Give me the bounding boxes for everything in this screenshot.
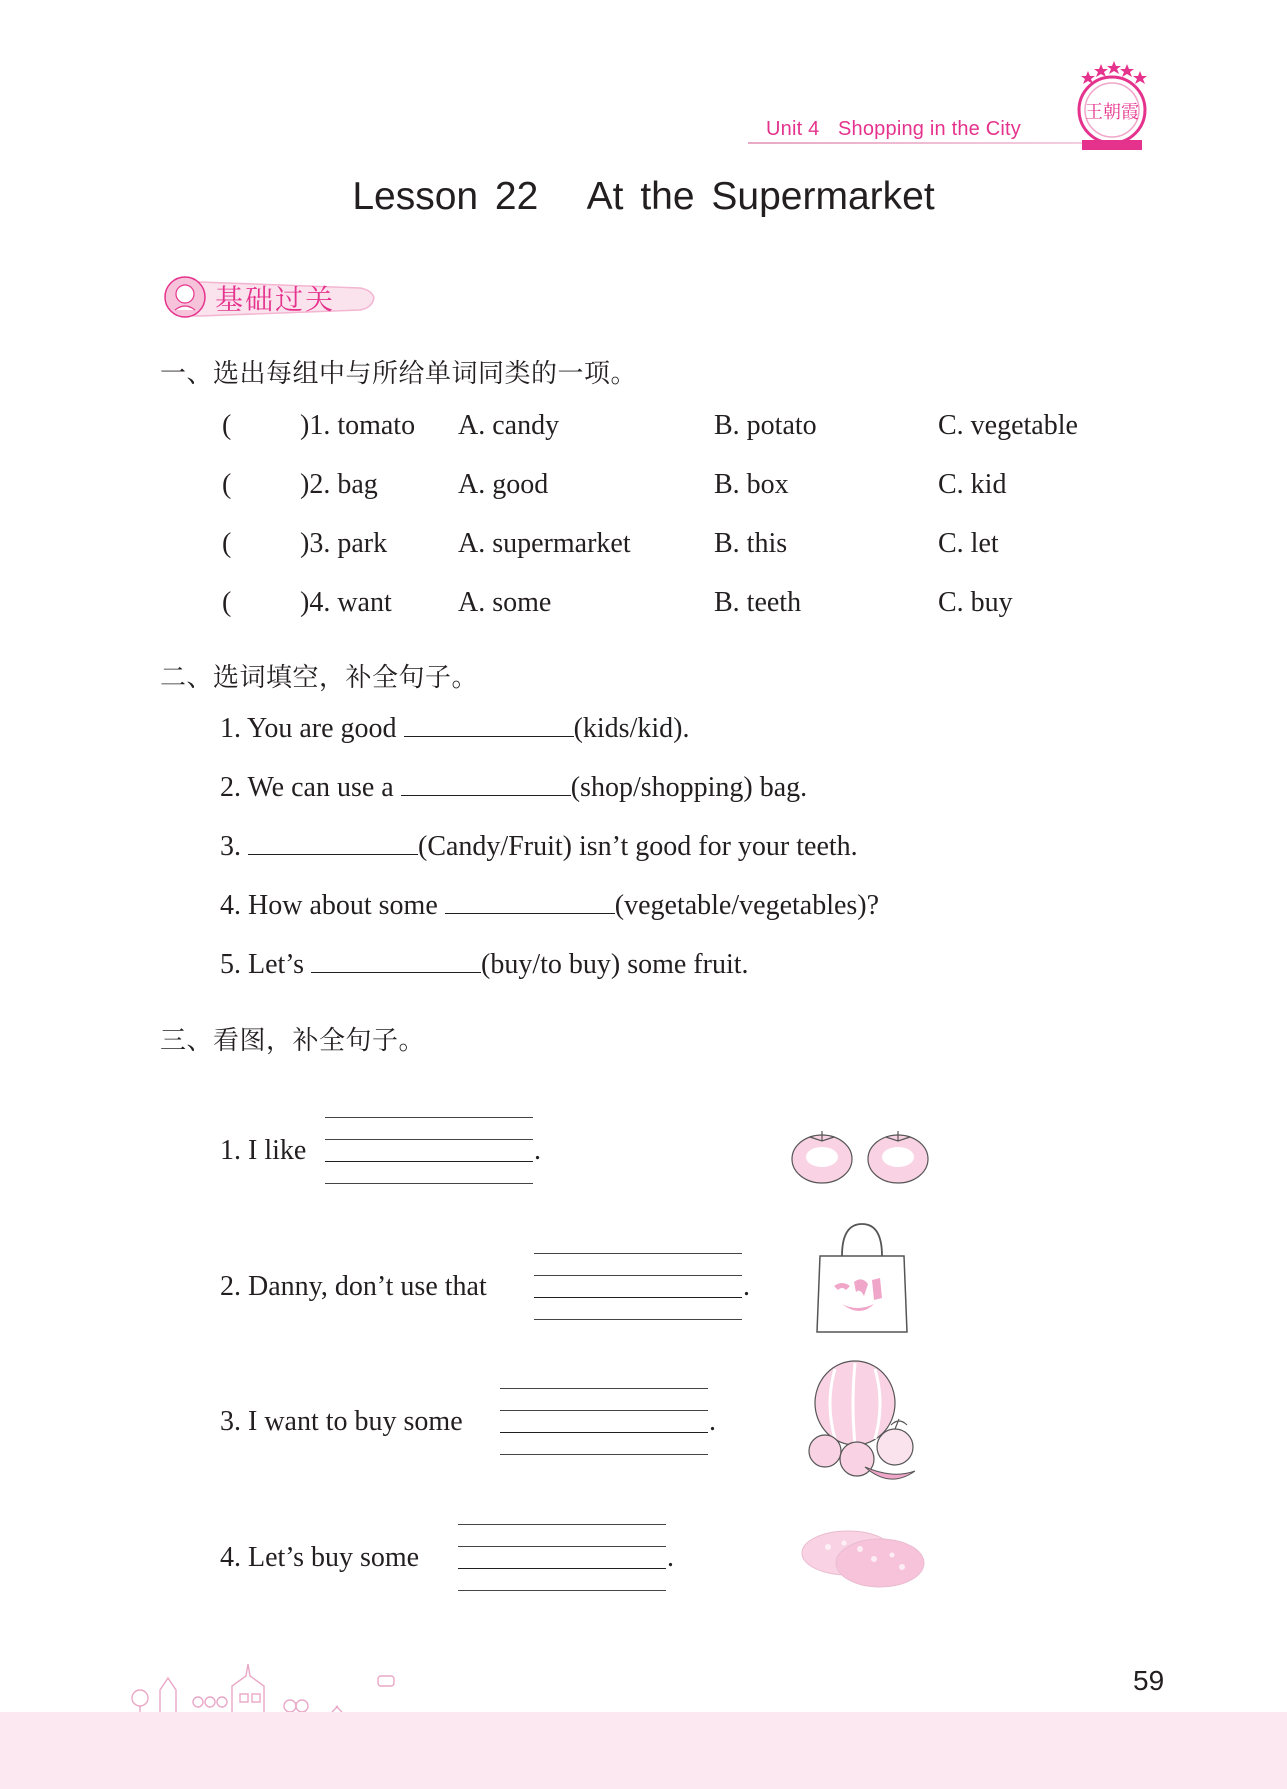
part1-heading: 一、选出每组中与所给单词同类的一项。 (160, 359, 638, 389)
publisher-logo-icon (1072, 60, 1152, 155)
writing-lines[interactable] (325, 1117, 533, 1187)
option-c: C. vegetable (938, 410, 1078, 441)
fill-blank[interactable] (404, 735, 574, 737)
fill-blank[interactable] (401, 794, 571, 796)
answer-paren[interactable]: ( (222, 469, 232, 500)
question-stem: )1. tomato (300, 410, 416, 441)
section-banner-label: 基础过关 (215, 283, 336, 316)
part3-item-2-text: 2. Danny, don’t use that (220, 1271, 487, 1302)
sentence-period: . (709, 1406, 716, 1437)
unit-title: Shopping in the City (838, 118, 1022, 140)
option-b: B. potato (714, 410, 817, 441)
sentence-period: . (743, 1271, 750, 1302)
fruit-icon (795, 1355, 930, 1490)
header-rule (748, 142, 1088, 144)
part3-item-3-text: 3. I want to buy some (220, 1406, 463, 1437)
tomatoes-icon (790, 1125, 935, 1185)
sentence-end: (vegetable/vegetables)? (614, 890, 880, 921)
part3-item-1-text: 1. I like (220, 1135, 307, 1166)
option-a: A. supermarket (458, 528, 631, 559)
option-b: B. box (714, 469, 789, 500)
writing-lines[interactable] (534, 1253, 742, 1323)
fill-blank[interactable] (445, 912, 615, 914)
sentence-start: 3. (220, 831, 248, 862)
part2-heading: 二、选词填空，补全句子。 (160, 663, 479, 693)
sentence-start: 4. How about some (220, 890, 445, 921)
writing-lines[interactable] (458, 1524, 666, 1594)
footer-band (0, 1712, 1287, 1789)
sentence-period: . (667, 1542, 674, 1573)
option-c: C. let (938, 528, 999, 559)
part2-item-1 (220, 713, 689, 745)
part2-item-2 (220, 772, 807, 804)
option-c: C. buy (938, 587, 1013, 618)
sentence-period: . (534, 1135, 541, 1166)
bread-icon (798, 1525, 928, 1591)
sentence-end: (buy/to buy) some fruit. (481, 949, 749, 980)
sentence-start: 5. Let’s (220, 949, 311, 980)
option-c: C. kid (938, 469, 1007, 500)
question-stem: )4. want (300, 587, 392, 618)
sentence-end: (Candy/Fruit) isn’t good for your teeth. (418, 831, 858, 862)
fill-blank[interactable] (311, 971, 481, 973)
answer-paren[interactable]: ( (222, 587, 232, 618)
option-b: B. teeth (714, 587, 802, 618)
sentence-end: (shop/shopping) bag. (570, 772, 808, 803)
option-a: A. good (458, 469, 549, 500)
sentence-end: (kids/kid). (573, 713, 690, 744)
answer-paren[interactable]: ( (222, 528, 232, 559)
page-number: 59 (1133, 1665, 1165, 1696)
part2-item-4 (220, 890, 879, 922)
question-stem: )3. park (300, 528, 388, 559)
town-decoration-icon (120, 1650, 400, 1715)
part2-item-3 (220, 831, 858, 863)
writing-lines[interactable] (500, 1388, 708, 1458)
bag-icon (812, 1220, 912, 1335)
question-stem: )2. bag (300, 469, 378, 500)
option-b: B. this (714, 528, 788, 559)
part3-item-4-text: 4. Let’s buy some (220, 1542, 420, 1573)
answer-paren[interactable]: ( (222, 410, 232, 441)
lesson-title: Lesson 22 At the Supermarket (352, 175, 935, 218)
part2-item-5 (220, 949, 749, 981)
part3-heading: 三、看图，补全句子。 (160, 1026, 426, 1056)
option-a: A. candy (458, 410, 560, 441)
option-a: A. some (458, 587, 552, 618)
sentence-start: 1. You are good (220, 713, 404, 744)
sentence-start: 2. We can use a (220, 772, 401, 803)
logo-text: 王朝霞 (1085, 102, 1139, 123)
unit-label: Unit 4 (766, 118, 820, 140)
fill-blank[interactable] (248, 853, 418, 855)
